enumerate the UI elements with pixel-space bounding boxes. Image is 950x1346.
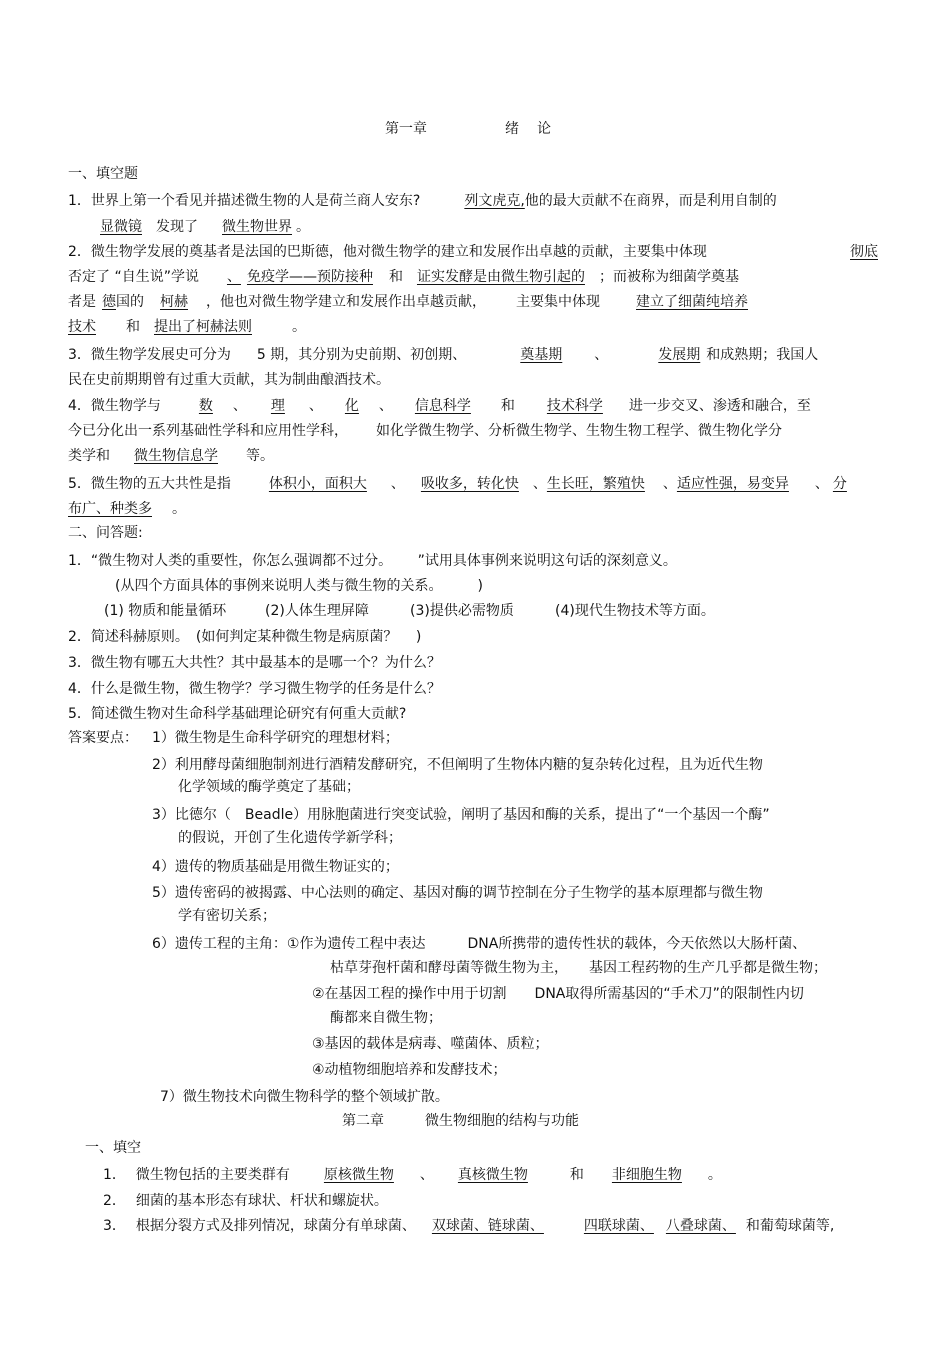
answer-6d: 酶都来自微生物；: [330, 1010, 442, 1026]
answer-6b: 枯草芽孢杆菌和酵母菌等微生物为主， 基因工程药物的生产几乎都是微生物；: [330, 960, 827, 976]
qa-1-point-4: (4)现代生物技术等方面。: [555, 603, 715, 619]
chapter-2-section-fill: 一、填空: [85, 1140, 141, 1156]
q4-answer-2: 理: [270, 398, 285, 414]
q5-sep-2: 、: [532, 476, 547, 492]
q5-sep-4: 、: [814, 476, 829, 492]
q2-line-4: [68, 318, 306, 336]
q3-answer-2: 发展期: [658, 347, 701, 363]
q2-text-8: 主要集中体现: [516, 294, 600, 310]
q2-text-7: ，他也对微生物学建立和发展作出卓越贡献，: [206, 294, 486, 310]
answer-6a: 6）遗传工程的主角：①作为遗传工程中表达 DNA所携带的遗传性状的载体，今天依然以大肠杆菌、: [152, 936, 807, 952]
q2-text: 2．微生物学发展的奠基者是法国的巴斯德，他对微生物学的建立和发展作出卓越的贡献，主要集中体现: [68, 244, 707, 260]
q2-line-3: [68, 293, 758, 311]
answer-5a: 5）遗传密码的被揭露、中心法则的确定、基因对酶的调节控制在分子生物学的基本原理都与微生物: [152, 885, 763, 901]
answer-6e: ③基因的载体是病毒、噬菌体、质粒；: [312, 1036, 549, 1052]
q4-sep-2: 、: [308, 398, 323, 414]
chapter-2-title: 第二章: [342, 1113, 384, 1129]
q1-answer-1: 列文虎克,: [464, 193, 525, 209]
ch2-q3-text: 根据分裂方式及排列情况，球菌分有单球菌、: [135, 1218, 416, 1234]
q1-answer-2: 显微镜: [100, 219, 142, 235]
q4-answer-1: 数: [198, 398, 213, 414]
answer-5b: 学有密切关系；: [178, 908, 276, 924]
qa-4: 4．什么是微生物，微生物学？学习微生物学的任务是什么？: [68, 681, 441, 697]
answer-3b: 的假说，开创了生化遗传学新学科；: [178, 830, 402, 846]
qa-3: 3．微生物有哪五大共性？其中最基本的是哪一个？为什么？: [68, 655, 441, 671]
ch2-q3-text-2: 和葡萄球菌等,: [745, 1218, 835, 1234]
q4-text: 4．微生物学与: [68, 398, 161, 414]
chapter-1-subtitle: 绪 论: [505, 121, 553, 137]
q5-answer-3: 生长旺，繁殖快: [546, 476, 645, 492]
q5-answer-4: 适应性强，易变异: [676, 476, 789, 492]
q4-answer-3: 化: [344, 398, 359, 414]
q4-answer-5: 技术科学: [546, 398, 603, 414]
q2-answer-1: 彻底: [850, 244, 878, 260]
q3-text-2: 5 期，其分别为史前期、初创期、: [256, 347, 467, 363]
qa-1-point-1: (1) 物质和能量循环: [104, 603, 227, 619]
q4-answer-4: 信息科学: [414, 398, 471, 414]
q5-line-1: [68, 475, 847, 493]
chapter-2-subtitle: 微生物细胞的结构与功能: [425, 1113, 579, 1129]
ch2-q1-answer-3: 非细胞生物: [611, 1167, 682, 1183]
ch2-q3-number: 3．: [103, 1218, 126, 1234]
q1-end: 。: [296, 219, 310, 235]
q4-text-3: 进一步交叉、渗透和融合，至: [628, 398, 811, 414]
q3-text: 3．微生物学发展史可分为: [68, 347, 231, 363]
q5-answer-2: 吸收多，转化快: [420, 476, 519, 492]
q5-sep-3: 、: [662, 476, 677, 492]
ch2-q3-answer-2: 四联球菌、: [583, 1218, 654, 1234]
q2-answer-7: 技术: [68, 319, 96, 335]
answer-2b: 化学领域的酶学奠定了基础；: [178, 779, 360, 795]
ch2-q2-text: 细菌的基本形态有球状、杆状和螺旋状。: [135, 1193, 388, 1209]
chapter-1-title: 第一章: [385, 121, 427, 137]
q1-text-2: 他的最大贡献不在商界，而是利用自制的: [524, 193, 777, 209]
answer-1: 1）微生物是生命科学研究的理想材料；: [152, 730, 399, 746]
q1-text-3: 发现了: [156, 219, 198, 235]
answer-7: 7）微生物技术向微生物科学的整个领域扩散。: [160, 1089, 449, 1105]
q4-sep-3: 、: [378, 398, 393, 414]
q5-answer-5: 分: [832, 476, 847, 492]
ch2-q1-sep: 、: [419, 1167, 434, 1183]
q5-line-2: 布广、种类多 。: [68, 501, 186, 517]
ch2-q2-number: 2．: [103, 1193, 126, 1209]
q2-answer-5: 柯赫: [160, 294, 188, 310]
q4-sep-1: 、: [232, 398, 247, 414]
q2-answer-2: 免疫学——预防接种: [246, 269, 373, 285]
q4-text-2: 和: [500, 398, 515, 414]
q1-line-2: [68, 218, 310, 236]
q3-line-1: [68, 346, 818, 364]
q4-end: 等。: [246, 448, 274, 464]
q5-sep-1: 、: [390, 476, 405, 492]
q4-text-5: 如化学微生物学、分析微生物学、生物生物工程学、微生物化学分: [376, 423, 782, 439]
section-heading-qa: 二、问答题:: [68, 525, 143, 541]
q5-answer-1: 体积小，面积大: [268, 476, 367, 492]
q5-text: 5．微生物的五大共性是指: [68, 476, 231, 492]
answer-6f: ④动植物细胞培养和发酵技术；: [312, 1062, 507, 1078]
qa-2: 2．简述科赫原则。 (如何判定某种微生物是病原菌？ ): [68, 629, 422, 645]
q1-answer-3: 微生物世界: [222, 219, 292, 235]
ch2-q1-answer-1: 原核微生物: [323, 1167, 394, 1183]
q2-text-3: 和: [388, 269, 403, 285]
q4-line-1: [68, 397, 811, 415]
q4-text-6: 类学和: [68, 448, 110, 464]
q4-text-4: 今已分化出一系列基础性学科和应用性学科，: [68, 423, 348, 439]
ch2-q3-answer-1: 双球菌、链球菌、: [431, 1218, 544, 1234]
q3-answer-1: 奠基期: [520, 347, 563, 363]
q2-answer-4: 德: [102, 294, 116, 310]
q4-answer-6: 微生物信息学: [134, 448, 218, 464]
q1-text: 1．世界上第一个看见并描述微生物的人是荷兰商人安东?: [68, 193, 421, 209]
q3-line-2: 民在史前期期曾有过重大贡献，其为制曲酿酒技术。: [68, 372, 390, 388]
qa-1-point-3: (3)提供必需物质: [410, 603, 514, 619]
qa-1: 1．“微生物对人类的重要性，你怎么强调都不过分。 ”试用具体事例来说明这句话的深刻意义。: [68, 553, 677, 569]
answer-4: 4）遗传的物质基础是用微生物证实的；: [152, 859, 399, 875]
answer-3a: 3）比德尔（ Beadle）用脉胞菌进行突变试验，阐明了基因和酶的关系，提出了“一个基因一个酶”: [152, 807, 770, 823]
q5-answer-5b: 布广、种类多: [68, 501, 152, 517]
q2-text-5: 者是: [68, 294, 96, 310]
q2-text-4: ；而被称为细菌学奠基: [598, 269, 739, 285]
q2-end: 。: [292, 319, 306, 335]
q2-text-6: 国的: [116, 294, 144, 310]
q4-line-3: [68, 447, 274, 465]
section-heading-fill: 一、填空题: [68, 166, 138, 182]
answer-2a: 2）利用酵母菌细胞制剂进行酒精发酵研究，不但阐明了生物体内糖的复杂转化过程，且为近代生物: [152, 757, 763, 773]
q2-answer-6: 建立了细菌纯培养: [636, 294, 748, 310]
q2-answer-3: 证实发酵是由微生物引起的: [416, 269, 585, 285]
ch2-q3: [103, 1217, 834, 1235]
q2-text-2: 否定了 “自生说”学说: [68, 269, 199, 285]
q3-text-3: 、: [594, 347, 609, 363]
q2-line-2: 否定了 “自生说”学说 、 免疫学——预防接种 和 证实发酵是由微生物引起的 ；而被称为细菌学奠基: [68, 269, 739, 285]
ch2-q1-end: 。: [707, 1167, 722, 1183]
q2-text-9: 和: [126, 319, 140, 335]
ch2-q2: [103, 1192, 388, 1210]
qa-1-hint: (从四个方面具体的事例来说明人类与微生物的关系。 ): [115, 578, 483, 594]
answers-label: 答案要点：: [68, 730, 138, 746]
ch2-q1-text: 微生物包括的主要类群有: [135, 1167, 290, 1183]
ch2-q1: [103, 1166, 722, 1184]
q2-line-1: [68, 243, 707, 261]
ch2-q3-answer-3: 八叠球菌、: [665, 1218, 736, 1234]
answer-6c: ②在基因工程的操作中用于切割 DNA取得所需基因的“手术刀”的限制性内切: [312, 986, 804, 1002]
qa-5: 5．简述微生物对生命科学基础理论研究有何重大贡献?: [68, 706, 407, 722]
ch2-q1-answer-2: 真核微生物: [457, 1167, 528, 1183]
q4-line-2: [68, 422, 782, 440]
qa-1-point-2: (2)人体生理屏障: [265, 603, 369, 619]
ch2-q1-text-2: 和: [569, 1167, 584, 1183]
q2-answer-8: 提出了柯赫法则: [154, 319, 252, 335]
ch2-q1-number: 1．: [103, 1167, 126, 1183]
q1-line-1: [68, 192, 777, 210]
q3-text-4: 和成熟期；我国人: [706, 347, 819, 363]
